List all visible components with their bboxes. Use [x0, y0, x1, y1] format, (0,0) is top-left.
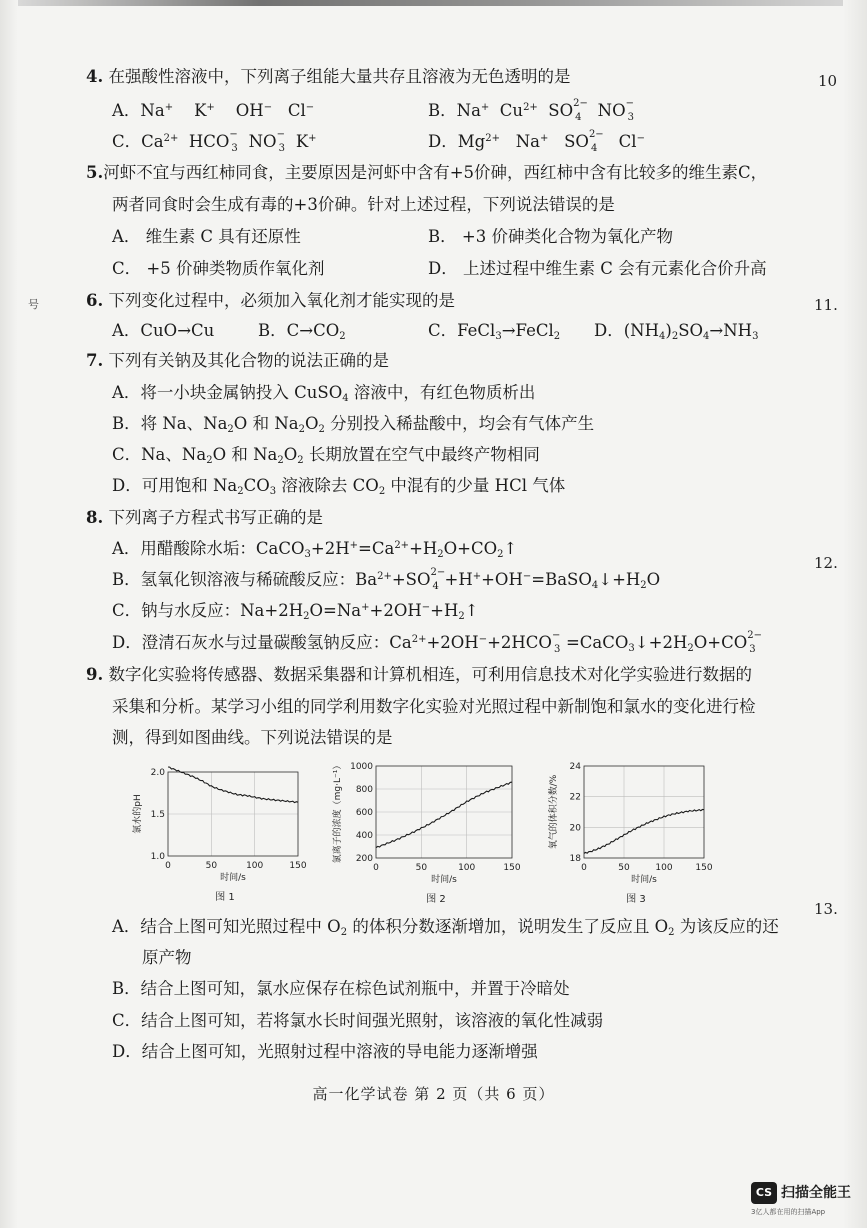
q6-stem: 6. 下列变化过程中，必须加入氧化剂才能实现的是	[86, 291, 455, 310]
binding-margin-mark: 号	[28, 298, 39, 311]
y-tick-label: 20	[569, 823, 581, 834]
figure-caption: 图 3	[626, 894, 646, 905]
x-axis-label: 时间/s	[220, 873, 246, 883]
y-tick-label: 2.0	[150, 768, 165, 778]
figure-caption: 图 1	[215, 892, 235, 903]
y-tick-label: 22	[569, 792, 581, 803]
q9-option-a-line2: 原产物	[142, 948, 192, 967]
q8-option-d: D．澄清石灰水与过量碳酸氢钠反应：$Ca^{2+}+2OH^-+2HCO$ − 3 $=CaCO_3↓+2H_2O+CO$ 2− 3	[112, 629, 762, 655]
chart-fig3	[536, 758, 731, 912]
y-tick-label: 1.5	[150, 810, 165, 820]
q8-option-a: A．用醋酸除水垢：$CaCO_3+2H^+=Ca^{2+}+H_2O+CO_2↑$	[112, 539, 518, 560]
q4-option-c: C．$Ca^{2+}$ HCO − 3 NO − 3 K+	[112, 128, 317, 154]
q9-stem-line2: 采集和分析。某学习小组的同学利用数字化实验对光照过程中新制饱和氯水的变化进行检	[112, 697, 756, 716]
x-tick-label: 50	[618, 863, 630, 873]
scan-top-shadow	[0, 0, 867, 6]
q6-option-b: B．$C\to CO_2$	[258, 321, 346, 342]
watermark-title: 扫描全能王	[781, 1185, 851, 1201]
q4-option-d: D．$Mg^{2+}$ Na+ SO 2− 4 Cl−	[428, 128, 645, 154]
y-axis-label: 氯水的pH	[133, 794, 143, 834]
y-tick-label: 200	[355, 854, 373, 864]
y-tick-label: 600	[355, 808, 373, 818]
x-tick-label: 150	[289, 861, 307, 871]
q7-option-b: B．将 Na、$Na_2O$ 和 $Na_2O_2$ 分别投入稀盐酸中，均会有气体产生	[112, 414, 595, 435]
x-tick-label: 50	[205, 861, 218, 871]
chart-fig1-svg	[118, 758, 318, 908]
q5-option-b: B． +3 价砷类化合物为氧化产物	[428, 227, 673, 246]
chart-fig1	[118, 758, 318, 912]
q7-stem: 7. 下列有关钠及其化合物的说法正确的是	[86, 351, 389, 370]
q7-option-a: A．将一小块金属钠投入 CuSO$_4$ 溶液中，有红色物质析出	[112, 383, 536, 404]
q6-option-d: D．$(NH_4)_2SO_4\to NH_3$	[594, 321, 759, 342]
y-tick-label: 1.0	[150, 852, 165, 862]
q9-option-c: C．结合上图可知，若将氯水长时间强光照射，该溶液的氧化性减弱	[112, 1011, 604, 1030]
series-line	[376, 782, 512, 848]
x-tick-label: 0	[581, 863, 587, 873]
y-tick-label: 1000	[350, 762, 373, 772]
q5-stem-line2: 两者同食时会生成有毒的+3价砷。针对上述过程，下列说法错误的是	[112, 195, 615, 214]
x-tick-label: 100	[655, 863, 673, 873]
x-tick-label: 150	[503, 863, 521, 873]
chart-fig2-svg	[318, 758, 533, 908]
y-tick-label: 18	[569, 854, 581, 864]
margin-number-13: 13.	[814, 900, 838, 918]
q9-stem-line3: 测，得到如图曲线。下列说法错误的是	[112, 728, 393, 747]
x-tick-label: 0	[373, 863, 379, 873]
chart-fig3-svg	[536, 758, 731, 908]
scanner-watermark	[751, 1180, 851, 1220]
figure-caption: 图 2	[426, 894, 446, 905]
margin-number-11: 11.	[814, 296, 838, 314]
q5-option-d: D． 上述过程中维生素 C 会有元素化合价升高	[428, 259, 767, 278]
x-tick-label: 50	[415, 863, 428, 873]
scan-right-edge	[843, 0, 867, 1228]
x-tick-label: 0	[165, 861, 171, 871]
y-tick-label: 24	[569, 762, 581, 772]
y-axis-label: 氧气的体积分数/%	[549, 774, 559, 850]
page-footer: 高一化学试卷 第 2 页（共 6 页）	[312, 1085, 555, 1103]
q9-option-a-line1: A．结合上图可知光照过程中 $O_2$ 的体积分数逐渐增加，说明发生了反应且 $O_2$ 为该反应的还	[112, 917, 779, 938]
q9-stem-line1: 9. 数字化实验将传感器、数据采集器和计算机相连，可利用信息技术对化学实验进行数据的	[86, 665, 752, 684]
chart-fig2	[318, 758, 533, 912]
q9-option-d: D．结合上图可知，光照射过程中溶液的导电能力逐渐增强	[112, 1042, 538, 1061]
y-tick-label: 800	[355, 785, 373, 795]
q8-option-b: B．氢氧化钡溶液与稀硫酸反应：$Ba^{2+}+SO$ 2− 4 $+H^++OH^-=BaSO_4↓+H_2O$	[112, 566, 661, 592]
q7-option-d: D．可用饱和 $Na_2CO_3$ 溶液除去 $CO_2$ 中混有的少量 HCl 气体	[112, 476, 566, 497]
q4-stem: 4. 在强酸性溶液中，下列离子组能大量共存且溶液为无色透明的是	[86, 67, 571, 86]
q8-option-c: C．钠与水反应：$Na+2H_2O=Na^++2OH^-+H_2↑$	[112, 601, 479, 622]
q9-option-b: B．结合上图可知，氯水应保存在棕色试剂瓶中，并置于冷暗处	[112, 979, 570, 998]
q8-stem: 8. 下列离子方程式书写正确的是	[86, 508, 323, 527]
q6-option-c: C．FeCl$_3$→FeCl$_2$	[428, 321, 561, 342]
x-tick-label: 100	[458, 863, 476, 873]
x-axis-label: 时间/s	[431, 875, 457, 885]
q4-option-b: B．Na+ $Cu^{2+}$ SO 2− 4 NO − 3	[428, 97, 634, 123]
x-tick-label: 100	[246, 861, 264, 871]
y-tick-label: 400	[355, 831, 373, 841]
q4-option-a: A．Na+ K+ OH− Cl−	[112, 101, 315, 120]
q7-option-c: C．Na、$Na_2O$ 和 $Na_2O_2$ 长期放置在空气中最终产物相同	[112, 445, 540, 466]
camscanner-logo: CS	[751, 1182, 777, 1204]
margin-number-12: 12.	[814, 554, 838, 572]
q6-option-a: A．CuO→Cu	[112, 321, 215, 340]
plot-frame	[584, 766, 704, 858]
watermark-subtitle: 3亿人都在用的扫描App	[751, 1208, 826, 1216]
scan-left-edge	[0, 0, 18, 1228]
margin-number-10: 10	[818, 72, 838, 90]
q5-option-c: C． +5 价砷类物质作氧化剂	[112, 259, 325, 278]
q5-stem-line1: 5.河虾不宜与西红柿同食，主要原因是河虾中含有+5价砷，西红柿中含有比较多的维生素C，	[86, 163, 768, 182]
q5-option-a: A． 维生素 C 具有还原性	[112, 227, 301, 246]
x-axis-label: 时间/s	[631, 875, 657, 885]
y-axis-label: 氯离子的浓度（mg·L⁻¹）	[333, 760, 343, 864]
x-tick-label: 150	[695, 863, 713, 873]
series-line	[584, 810, 704, 854]
